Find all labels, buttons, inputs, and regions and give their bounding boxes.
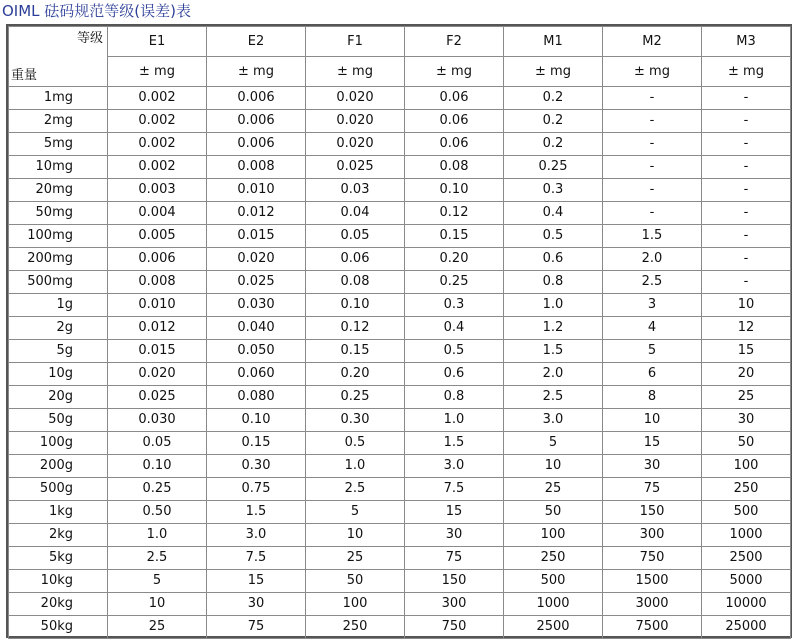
tolerance-value-cell: 100: [504, 524, 603, 547]
tolerance-value-cell: 2.5: [108, 547, 207, 570]
tolerance-value-cell: 0.20: [405, 248, 504, 271]
tolerance-value-cell: 0.2: [504, 110, 603, 133]
tolerance-value-cell: 0.30: [207, 455, 306, 478]
tolerance-value-cell: 100: [306, 593, 405, 616]
tolerance-value-cell: 300: [603, 524, 702, 547]
unit-header-cell: ± mg: [108, 57, 207, 87]
table-row: [9, 478, 791, 501]
tolerance-value-cell: 50: [306, 570, 405, 593]
tolerance-value-cell: 5: [504, 432, 603, 455]
tolerance-value-cell: 5: [108, 570, 207, 593]
table-row: [9, 524, 791, 547]
tolerance-value-cell: 0.25: [405, 271, 504, 294]
tolerance-value-cell: 0.12: [306, 317, 405, 340]
tolerance-value-cell: 250: [306, 616, 405, 639]
grade-header-e2: E2: [207, 27, 306, 57]
tolerance-value-cell: 15: [207, 570, 306, 593]
tolerance-value-cell: 150: [405, 570, 504, 593]
grade-header-e1: E1: [108, 27, 207, 57]
weight-label-cell: 5mg: [9, 133, 108, 156]
tolerance-value-cell: 0.03: [306, 179, 405, 202]
weight-label-cell: 2kg: [9, 524, 108, 547]
tolerance-value-cell: 1.0: [108, 524, 207, 547]
table-row: [9, 455, 791, 478]
tolerance-value-cell: 75: [207, 616, 306, 639]
table-row: [9, 432, 791, 455]
tolerance-value-cell: 0.006: [207, 87, 306, 110]
tolerance-value-cell: 0.002: [108, 133, 207, 156]
tolerance-value-cell: -: [702, 179, 791, 202]
table-row: [9, 616, 791, 639]
weight-label-cell: 10mg: [9, 156, 108, 179]
table-row: [9, 409, 791, 432]
tolerance-value-cell: -: [702, 87, 791, 110]
tolerance-value-cell: 0.08: [306, 271, 405, 294]
tolerance-value-cell: -: [702, 133, 791, 156]
tolerance-value-cell: 0.5: [405, 340, 504, 363]
tolerance-value-cell: 0.05: [108, 432, 207, 455]
weight-label-cell: 10g: [9, 363, 108, 386]
tolerance-value-cell: 10: [603, 409, 702, 432]
unit-header-cell: ± mg: [504, 57, 603, 87]
tolerance-value-cell: 0.5: [504, 225, 603, 248]
tolerance-value-cell: 0.003: [108, 179, 207, 202]
tolerance-value-cell: 0.05: [306, 225, 405, 248]
tolerance-value-cell: 1.2: [504, 317, 603, 340]
table-row: [9, 225, 791, 248]
tolerance-value-cell: 0.08: [405, 156, 504, 179]
weight-label-cell: 5g: [9, 340, 108, 363]
weight-label-cell: 50g: [9, 409, 108, 432]
tolerance-value-cell: 0.005: [108, 225, 207, 248]
tolerance-value-cell: 25000: [702, 616, 791, 639]
tolerance-value-cell: 0.020: [306, 133, 405, 156]
tolerance-value-cell: 0.025: [306, 156, 405, 179]
tolerance-value-cell: -: [702, 110, 791, 133]
table-row: [9, 87, 791, 110]
weight-label-cell: 50kg: [9, 616, 108, 639]
tolerance-table-frame: [6, 24, 792, 638]
weight-label-cell: 100mg: [9, 225, 108, 248]
tolerance-value-cell: 25: [306, 547, 405, 570]
unit-header-cell: ± mg: [702, 57, 791, 87]
tolerance-value-cell: 6: [603, 363, 702, 386]
tolerance-value-cell: 0.002: [108, 156, 207, 179]
tolerance-value-cell: 0.008: [207, 156, 306, 179]
unit-header-cell: ± mg: [405, 57, 504, 87]
tolerance-value-cell: 5: [603, 340, 702, 363]
tolerance-value-cell: 0.020: [207, 248, 306, 271]
tolerance-value-cell: 0.030: [207, 294, 306, 317]
tolerance-value-cell: 75: [603, 478, 702, 501]
tolerance-value-cell: 0.4: [504, 202, 603, 225]
tolerance-value-cell: 0.3: [504, 179, 603, 202]
tolerance-value-cell: 0.10: [108, 455, 207, 478]
tolerance-value-cell: 3000: [603, 593, 702, 616]
tolerance-value-cell: 300: [405, 593, 504, 616]
tolerance-value-cell: -: [603, 156, 702, 179]
tolerance-value-cell: 0.25: [306, 386, 405, 409]
tolerance-value-cell: 25: [504, 478, 603, 501]
table-row: [9, 156, 791, 179]
tolerance-value-cell: 1.5: [603, 225, 702, 248]
table-row: [9, 570, 791, 593]
weight-label-cell: 1mg: [9, 87, 108, 110]
tolerance-value-cell: 0.3: [405, 294, 504, 317]
tolerance-value-cell: 250: [702, 478, 791, 501]
tolerance-value-cell: 0.006: [108, 248, 207, 271]
tolerance-value-cell: 15: [603, 432, 702, 455]
tolerance-value-cell: 0.30: [306, 409, 405, 432]
tolerance-value-cell: -: [702, 202, 791, 225]
tolerance-value-cell: 10: [702, 294, 791, 317]
weight-label-cell: 500g: [9, 478, 108, 501]
tolerance-value-cell: -: [603, 202, 702, 225]
table-row: [9, 179, 791, 202]
tolerance-value-cell: 30: [702, 409, 791, 432]
tolerance-value-cell: 15: [405, 501, 504, 524]
unit-header-cell: ± mg: [603, 57, 702, 87]
tolerance-value-cell: 12: [702, 317, 791, 340]
weight-label-cell: 200g: [9, 455, 108, 478]
tolerance-value-cell: 15: [702, 340, 791, 363]
tolerance-value-cell: 0.04: [306, 202, 405, 225]
tolerance-value-cell: 0.006: [207, 133, 306, 156]
tolerance-value-cell: 50: [702, 432, 791, 455]
tolerance-value-cell: -: [603, 133, 702, 156]
tolerance-value-cell: 0.008: [108, 271, 207, 294]
tolerance-value-cell: 1000: [504, 593, 603, 616]
tolerance-value-cell: 30: [207, 593, 306, 616]
table-row: [9, 133, 791, 156]
tolerance-value-cell: 0.25: [108, 478, 207, 501]
tolerance-value-cell: -: [603, 179, 702, 202]
tolerance-value-cell: 500: [702, 501, 791, 524]
tolerance-value-cell: 0.06: [405, 110, 504, 133]
tolerance-value-cell: 5000: [702, 570, 791, 593]
table-row: [9, 363, 791, 386]
tolerance-value-cell: 0.006: [207, 110, 306, 133]
tolerance-value-cell: 0.004: [108, 202, 207, 225]
tolerance-value-cell: 25: [108, 616, 207, 639]
tolerance-value-cell: 0.8: [405, 386, 504, 409]
grade-axis-label: 等级: [76, 31, 103, 46]
corner-header-cell: [9, 27, 108, 87]
weight-label-cell: 500mg: [9, 271, 108, 294]
table-row: [9, 202, 791, 225]
tolerance-table: [8, 26, 791, 639]
weight-label-cell: 10kg: [9, 570, 108, 593]
weight-label-cell: 20g: [9, 386, 108, 409]
tolerance-value-cell: 0.060: [207, 363, 306, 386]
weight-label-cell: 200mg: [9, 248, 108, 271]
table-row: [9, 271, 791, 294]
tolerance-value-cell: 0.20: [306, 363, 405, 386]
tolerance-value-cell: 0.012: [207, 202, 306, 225]
weight-label-cell: 20kg: [9, 593, 108, 616]
tolerance-value-cell: 0.020: [306, 87, 405, 110]
tolerance-value-cell: 750: [603, 547, 702, 570]
grade-header-m1: M1: [504, 27, 603, 57]
weight-label-cell: 2mg: [9, 110, 108, 133]
table-row: [9, 547, 791, 570]
tolerance-value-cell: 75: [405, 547, 504, 570]
tolerance-value-cell: 0.025: [108, 386, 207, 409]
tolerance-value-cell: 0.020: [108, 363, 207, 386]
tolerance-value-cell: 0.06: [405, 87, 504, 110]
tolerance-value-cell: 2500: [504, 616, 603, 639]
tolerance-value-cell: 0.020: [306, 110, 405, 133]
table-row: [9, 386, 791, 409]
tolerance-value-cell: 10000: [702, 593, 791, 616]
tolerance-value-cell: 0.025: [207, 271, 306, 294]
tolerance-value-cell: 50: [504, 501, 603, 524]
tolerance-value-cell: 0.030: [108, 409, 207, 432]
tolerance-value-cell: 3.0: [207, 524, 306, 547]
tolerance-value-cell: -: [702, 271, 791, 294]
tolerance-value-cell: 30: [405, 524, 504, 547]
tolerance-value-cell: 1500: [603, 570, 702, 593]
weight-label-cell: 1kg: [9, 501, 108, 524]
weight-label-cell: 1g: [9, 294, 108, 317]
tolerance-value-cell: 0.8: [504, 271, 603, 294]
table-row: [9, 294, 791, 317]
grade-header-f1: F1: [306, 27, 405, 57]
table-row: [9, 593, 791, 616]
header-row-grades: [9, 27, 791, 57]
grade-header-m2: M2: [603, 27, 702, 57]
table-body: [9, 27, 791, 639]
tolerance-value-cell: 2.5: [306, 478, 405, 501]
tolerance-value-cell: 0.15: [306, 340, 405, 363]
tolerance-value-cell: 0.2: [504, 133, 603, 156]
tolerance-value-cell: 1.5: [504, 340, 603, 363]
tolerance-value-cell: -: [603, 110, 702, 133]
tolerance-value-cell: 2.0: [504, 363, 603, 386]
tolerance-value-cell: 1.0: [306, 455, 405, 478]
tolerance-value-cell: 0.6: [405, 363, 504, 386]
tolerance-value-cell: -: [603, 87, 702, 110]
tolerance-value-cell: 500: [504, 570, 603, 593]
grade-header-f2: F2: [405, 27, 504, 57]
weight-label-cell: 50mg: [9, 202, 108, 225]
tolerance-value-cell: 2.0: [603, 248, 702, 271]
tolerance-value-cell: 1.0: [405, 409, 504, 432]
table-row: [9, 110, 791, 133]
tolerance-value-cell: 0.4: [405, 317, 504, 340]
tolerance-value-cell: 150: [603, 501, 702, 524]
tolerance-value-cell: 0.010: [207, 179, 306, 202]
tolerance-value-cell: 0.050: [207, 340, 306, 363]
tolerance-value-cell: 0.10: [306, 294, 405, 317]
tolerance-value-cell: 0.010: [108, 294, 207, 317]
tolerance-value-cell: 7.5: [207, 547, 306, 570]
tolerance-value-cell: 30: [603, 455, 702, 478]
tolerance-value-cell: 0.10: [207, 409, 306, 432]
tolerance-value-cell: 10: [108, 593, 207, 616]
tolerance-value-cell: 3: [603, 294, 702, 317]
tolerance-value-cell: 3.0: [504, 409, 603, 432]
table-row: [9, 501, 791, 524]
tolerance-value-cell: 1.5: [207, 501, 306, 524]
table-row: [9, 317, 791, 340]
weight-label-cell: 20mg: [9, 179, 108, 202]
tolerance-value-cell: 8: [603, 386, 702, 409]
tolerance-value-cell: 4: [603, 317, 702, 340]
tolerance-value-cell: 0.040: [207, 317, 306, 340]
tolerance-value-cell: 3.0: [405, 455, 504, 478]
tolerance-value-cell: 0.2: [504, 87, 603, 110]
tolerance-value-cell: 0.002: [108, 110, 207, 133]
tolerance-value-cell: 0.015: [207, 225, 306, 248]
tolerance-value-cell: -: [702, 156, 791, 179]
tolerance-value-cell: 0.06: [405, 133, 504, 156]
weight-label-cell: 5kg: [9, 547, 108, 570]
tolerance-value-cell: 0.15: [207, 432, 306, 455]
tolerance-value-cell: 0.080: [207, 386, 306, 409]
tolerance-value-cell: 25: [702, 386, 791, 409]
tolerance-value-cell: 0.50: [108, 501, 207, 524]
table-row: [9, 248, 791, 271]
grade-header-m3: M3: [702, 27, 791, 57]
tolerance-value-cell: 0.25: [504, 156, 603, 179]
tolerance-value-cell: 750: [405, 616, 504, 639]
table-row: [9, 340, 791, 363]
header-row-units: [9, 57, 791, 87]
tolerance-value-cell: 10: [504, 455, 603, 478]
weight-label-cell: 2g: [9, 317, 108, 340]
tolerance-value-cell: 0.06: [306, 248, 405, 271]
tolerance-value-cell: 0.12: [405, 202, 504, 225]
tolerance-value-cell: 7500: [603, 616, 702, 639]
tolerance-value-cell: 0.75: [207, 478, 306, 501]
tolerance-value-cell: 0.015: [108, 340, 207, 363]
tolerance-value-cell: -: [702, 225, 791, 248]
tolerance-value-cell: 2500: [702, 547, 791, 570]
unit-header-cell: ± mg: [306, 57, 405, 87]
tolerance-value-cell: 0.002: [108, 87, 207, 110]
weight-label-cell: 100g: [9, 432, 108, 455]
tolerance-value-cell: 20: [702, 363, 791, 386]
tolerance-value-cell: 1000: [702, 524, 791, 547]
tolerance-value-cell: 2.5: [504, 386, 603, 409]
tolerance-value-cell: 100: [702, 455, 791, 478]
tolerance-value-cell: 7.5: [405, 478, 504, 501]
tolerance-value-cell: 2.5: [603, 271, 702, 294]
tolerance-value-cell: 10: [306, 524, 405, 547]
tolerance-value-cell: 0.012: [108, 317, 207, 340]
tolerance-value-cell: 0.5: [306, 432, 405, 455]
unit-header-cell: ± mg: [207, 57, 306, 87]
tolerance-value-cell: 0.15: [405, 225, 504, 248]
page-title: OIML 砝码规范等级(误差)表: [2, 2, 192, 20]
tolerance-value-cell: 1.0: [504, 294, 603, 317]
tolerance-value-cell: 0.10: [405, 179, 504, 202]
tolerance-value-cell: 1.5: [405, 432, 504, 455]
tolerance-value-cell: 0.6: [504, 248, 603, 271]
tolerance-value-cell: 250: [504, 547, 603, 570]
weight-axis-label: 重量: [11, 68, 38, 83]
tolerance-value-cell: 5: [306, 501, 405, 524]
tolerance-value-cell: -: [702, 248, 791, 271]
